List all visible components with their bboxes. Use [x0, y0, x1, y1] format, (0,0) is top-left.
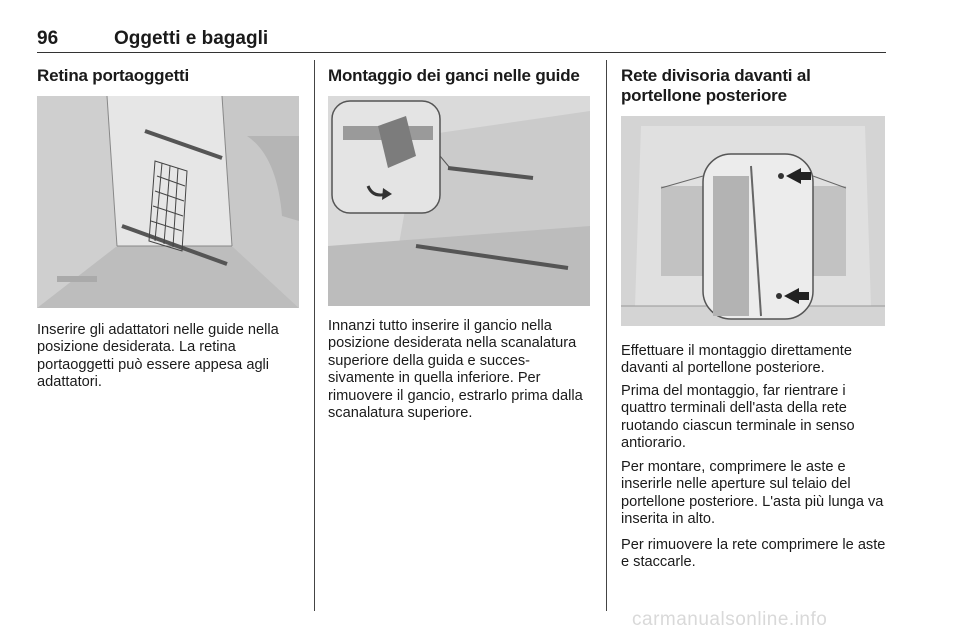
heading-line: portellone posteriore [621, 86, 787, 105]
section-hook-mounting [328, 66, 590, 422]
section-heading [621, 66, 887, 106]
divider-net-illustration [621, 116, 885, 326]
page-header [37, 28, 886, 53]
paragraph: Per rimuovere la rete comprimere le aste e staccarle. [621, 537, 886, 571]
section-heading: Retina portaoggetti [37, 66, 190, 85]
cargo-net-drawing [37, 96, 299, 308]
column-divider [606, 60, 607, 611]
section-heading: Montaggio dei ganci nelle guide [328, 66, 580, 85]
paragraph: Per montare, comprimere le aste e inserirle nelle aperture sul telaio del portellone posteriore. L'asta più lunga va inserita in alto. [621, 459, 884, 528]
paragraph: Innanzi tutto inserire il gancio nella posizione desiderata nella scanalatura superiore della guida e successivamente in quella inferiore. Per rimuovere il gancio, estrarlo prima dalla scanalatura superiore. [328, 318, 583, 422]
paragraph: Prima del montaggio, far rientrare i quattro terminali dell'asta della rete ruotando ciascun terminale in senso antiorario. [621, 383, 855, 452]
watermark: carmanualsonline.info [632, 609, 828, 630]
section-divider-net [621, 66, 887, 571]
paragraph: Inserire gli adattatori nelle guide nella posizione desiderata. La retina portaoggetti può essere appesa agli adattatori. [37, 322, 279, 391]
paragraph: Effettuare il montaggio direttamente davanti al portellone posteriore. [621, 343, 852, 377]
hook-rail-drawing [328, 96, 590, 306]
cargo-net-illustration [37, 96, 299, 308]
page-title: Oggetti e bagagli [114, 28, 269, 49]
section-cargo-net [37, 66, 299, 391]
heading-line: Rete divisoria davanti al [621, 66, 811, 85]
page-number: 96 [37, 28, 59, 49]
hook-rail-illustration [328, 96, 590, 306]
column-divider [314, 60, 315, 611]
divider-net-drawing [621, 116, 885, 326]
